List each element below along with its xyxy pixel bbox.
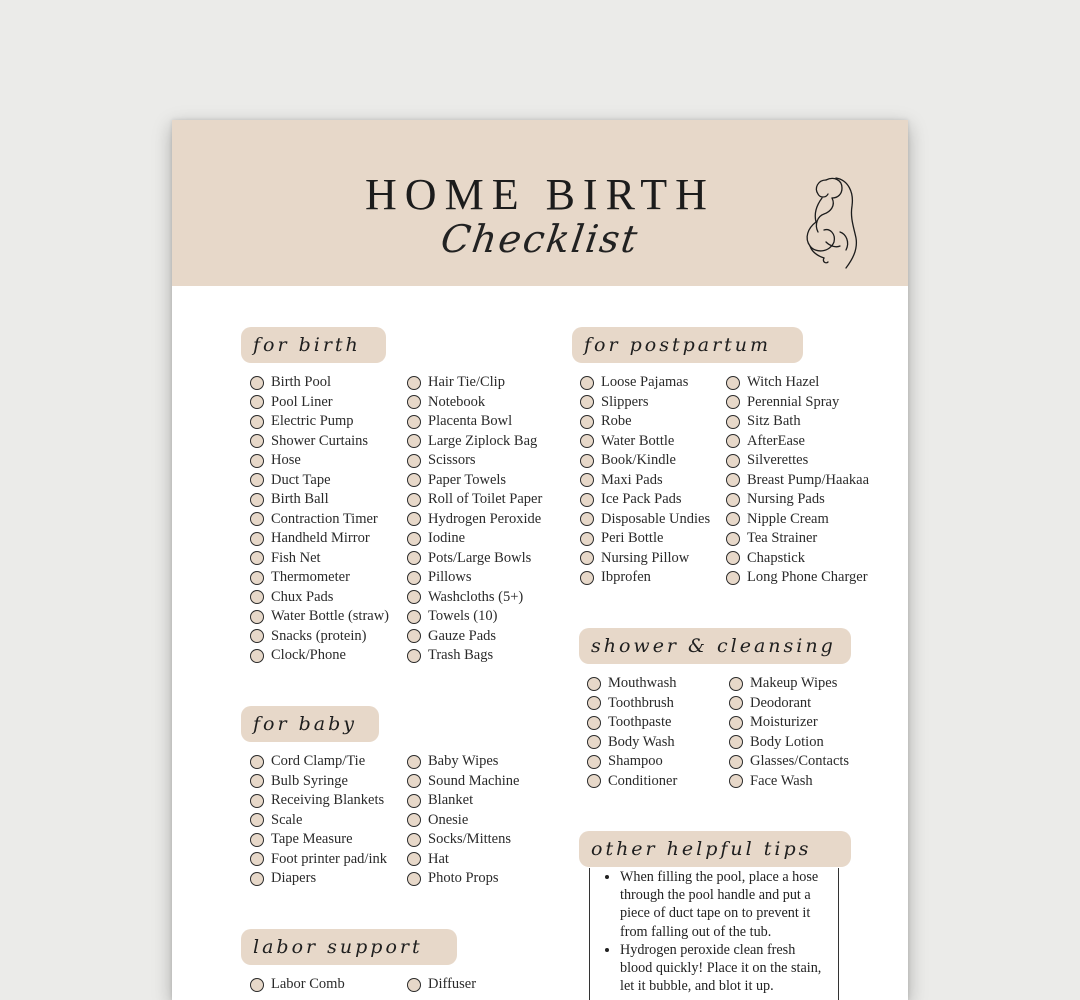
checkbox-circle[interactable] xyxy=(729,677,743,691)
checkbox-circle[interactable] xyxy=(726,473,740,487)
checklist-item-label: Diffuser xyxy=(428,976,477,992)
checklist-item-label: Chapstick xyxy=(747,549,805,566)
checkbox-circle[interactable] xyxy=(580,532,594,546)
checklist-item[interactable] xyxy=(407,510,542,530)
checkbox-circle[interactable] xyxy=(587,677,601,691)
checklist-item[interactable] xyxy=(726,549,869,569)
checkbox-circle[interactable] xyxy=(407,794,421,808)
pregnant-woman-line-art-icon xyxy=(796,172,868,272)
checklist-item[interactable] xyxy=(407,471,542,491)
checklist-item-label: Shampoo xyxy=(608,753,663,769)
checklist-item[interactable] xyxy=(407,646,542,666)
checklist-item[interactable] xyxy=(729,733,849,753)
checkbox-circle[interactable] xyxy=(250,512,264,526)
checklist-item-label: Breast Pump/Haakaa xyxy=(747,471,870,488)
section-heading-labor-support: labor support xyxy=(241,929,457,965)
checklist-item[interactable] xyxy=(407,627,542,647)
checkbox-circle[interactable] xyxy=(250,473,264,487)
checklist-item-label: Snacks (protein) xyxy=(271,627,367,644)
checklist-item-label: Moisturizer xyxy=(750,714,818,730)
checkbox-circle[interactable] xyxy=(250,571,264,585)
checklist-item[interactable] xyxy=(580,471,710,491)
checklist-item[interactable] xyxy=(407,549,542,569)
checkbox-circle[interactable] xyxy=(729,696,743,710)
checkbox-circle[interactable] xyxy=(250,813,264,827)
checklist-item[interactable] xyxy=(587,752,677,772)
checklist-item-label: Ibprofen xyxy=(601,569,651,585)
checklist-item[interactable] xyxy=(587,733,677,753)
checkbox-circle[interactable] xyxy=(250,872,264,886)
checklist-item-label: Sitz Bath xyxy=(747,413,801,429)
section-heading-shower-cleansing: shower & cleansing xyxy=(579,628,851,664)
checkbox-circle[interactable] xyxy=(587,716,601,730)
checkbox-circle[interactable] xyxy=(729,774,743,788)
checklist-item-label: Hose xyxy=(271,452,301,468)
checkbox-circle[interactable] xyxy=(580,512,594,526)
checklist-item[interactable] xyxy=(729,674,849,694)
checklist-item[interactable] xyxy=(580,490,710,510)
checklist-item-label: AfterEase xyxy=(747,432,805,449)
checklist-item[interactable] xyxy=(726,568,869,588)
checklist-item-label: Hydrogen Peroxide xyxy=(428,510,542,527)
checklist-item-label: Hair Tie/Clip xyxy=(428,374,505,390)
checklist-item-label: Roll of Toilet Paper xyxy=(428,491,543,507)
checklist-item[interactable] xyxy=(729,694,849,714)
checklist-item-label: Face Wash xyxy=(750,772,813,789)
checklist-item[interactable] xyxy=(407,490,542,510)
checklist-item[interactable] xyxy=(407,772,519,792)
checkbox-circle[interactable] xyxy=(407,590,421,604)
checklist-item-label: Iodine xyxy=(428,530,466,546)
checklist-item-label: Body Lotion xyxy=(750,733,824,750)
checklist-item[interactable] xyxy=(729,752,849,772)
checklist-item-label: Tape Measure xyxy=(271,831,353,847)
checklist-item[interactable] xyxy=(250,373,389,393)
checklist-item-label: Paper Towels xyxy=(428,471,507,488)
checklist-item-label: Deodorant xyxy=(750,694,812,711)
tip-item: • Hydrogen peroxide clean fresh blood quickly! Place it on the stain, let it bubble, and blot it up. xyxy=(620,941,838,996)
checkbox-circle[interactable] xyxy=(250,532,264,546)
checklist-item-label: Toothbrush xyxy=(608,694,674,711)
tip-item: • When filling the pool, place a hose through the pool handle and put a piece of duct tape on to prevent it from falling out of the tub. xyxy=(620,868,838,941)
checkbox-circle[interactable] xyxy=(580,434,594,448)
checklist-item[interactable] xyxy=(250,393,389,413)
checkbox-circle[interactable] xyxy=(407,774,421,788)
checklist-item-label: Glasses/Contacts xyxy=(750,753,850,769)
checkbox-circle[interactable] xyxy=(407,833,421,847)
checklist-item[interactable] xyxy=(250,510,389,530)
checklist-item[interactable] xyxy=(250,568,389,588)
checkbox-circle[interactable] xyxy=(726,571,740,585)
checklist-item-label: Birth Pool xyxy=(271,374,332,390)
checklist-item-label: Water Bottle xyxy=(601,432,675,449)
checkbox-circle[interactable] xyxy=(580,376,594,390)
checklist-item-label: Receiving Blankets xyxy=(271,792,385,808)
checkbox-circle[interactable] xyxy=(407,473,421,487)
checkbox-circle[interactable] xyxy=(407,629,421,643)
checklist-item-label: Bulb Syringe xyxy=(271,772,348,789)
checkbox-circle[interactable] xyxy=(587,735,601,749)
checkbox-circle[interactable] xyxy=(407,978,421,992)
checklist-item[interactable] xyxy=(407,830,519,850)
checkbox-circle[interactable] xyxy=(250,415,264,429)
checkbox-circle[interactable] xyxy=(726,532,740,546)
checklist-item-label: Book/Kindle xyxy=(601,452,676,468)
checklist-item[interactable] xyxy=(407,850,519,870)
checklist-item[interactable] xyxy=(587,694,677,714)
checklist-item-label: Trash Bags xyxy=(428,647,494,663)
checkbox-circle[interactable] xyxy=(250,774,264,788)
checkbox-circle[interactable] xyxy=(407,493,421,507)
checklist-item-label: Pool Liner xyxy=(271,393,333,410)
checklist-item[interactable] xyxy=(726,393,869,413)
checklist-item-label: Scale xyxy=(271,811,303,828)
checklist-item-label: Socks/Mittens xyxy=(428,831,511,847)
checklist-item-label: Washcloths (5+) xyxy=(428,588,524,605)
checklist-item-label: Diapers xyxy=(271,870,317,886)
checklist-item-label: Robe xyxy=(601,413,632,429)
page-title: HOME BIRTH xyxy=(365,170,715,219)
checklist-item-label: Clock/Phone xyxy=(271,647,346,663)
checkbox-circle[interactable] xyxy=(407,415,421,429)
checkbox-circle[interactable] xyxy=(726,512,740,526)
checklist-item-label: Loose Pajamas xyxy=(601,374,689,390)
checkbox-circle[interactable] xyxy=(250,493,264,507)
checkbox-circle[interactable] xyxy=(726,376,740,390)
checkbox-circle[interactable] xyxy=(726,395,740,409)
checklist-item-label: Birth Ball xyxy=(271,491,329,507)
checklist-item[interactable] xyxy=(407,412,542,432)
checklist-item[interactable] xyxy=(250,830,387,850)
baby-list-col1 xyxy=(250,752,387,889)
checklist-item[interactable] xyxy=(250,549,389,569)
checklist-item-label: Maxi Pads xyxy=(601,471,663,488)
checklist-item-label: Silverettes xyxy=(747,452,809,468)
checklist-item-label: Body Wash xyxy=(608,733,675,750)
checkbox-circle[interactable] xyxy=(407,512,421,526)
checkbox-circle[interactable] xyxy=(250,551,264,565)
checklist-item[interactable] xyxy=(407,393,542,413)
checklist-item-label: Slippers xyxy=(601,393,649,410)
checklist-item-label: Nipple Cream xyxy=(747,510,829,527)
checklist-item[interactable] xyxy=(580,568,710,588)
checklist-item[interactable] xyxy=(726,529,869,549)
page-subtitle: Checklist xyxy=(438,217,642,261)
postpartum-list-col1 xyxy=(580,373,710,588)
checklist-item[interactable] xyxy=(250,471,389,491)
checklist-item[interactable] xyxy=(250,412,389,432)
checkbox-circle[interactable] xyxy=(407,852,421,866)
checklist-item[interactable] xyxy=(250,791,387,811)
checklist-item[interactable] xyxy=(407,869,519,889)
checklist-item-label: Onesie xyxy=(428,811,469,828)
checkbox-circle[interactable] xyxy=(407,649,421,663)
checkbox-circle[interactable] xyxy=(587,755,601,769)
birth-list-col2 xyxy=(407,373,542,666)
checklist-item-label: Baby Wipes xyxy=(428,753,499,769)
checklist-item-label: Pillows xyxy=(428,569,472,585)
checklist-item[interactable] xyxy=(250,646,389,666)
checklist-item-label: Perennial Spray xyxy=(747,393,840,410)
checkbox-circle[interactable] xyxy=(250,395,264,409)
checklist-item[interactable] xyxy=(587,674,677,694)
checklist-item[interactable] xyxy=(407,568,542,588)
section-heading-for-postpartum: for postpartum xyxy=(572,327,803,363)
checklist-item[interactable] xyxy=(726,490,869,510)
checklist-item[interactable] xyxy=(250,772,387,792)
checkbox-circle[interactable] xyxy=(726,454,740,468)
checkbox-circle[interactable] xyxy=(726,493,740,507)
checklist-item[interactable] xyxy=(250,850,387,870)
checklist-item-label: Sound Machine xyxy=(428,772,520,789)
checklist-item[interactable] xyxy=(407,373,542,393)
checklist-item[interactable] xyxy=(407,432,542,452)
checklist-item[interactable] xyxy=(250,752,387,772)
checkbox-circle[interactable] xyxy=(407,551,421,565)
checklist-item[interactable] xyxy=(250,529,389,549)
checklist-item-label: Placenta Bowl xyxy=(428,413,513,429)
checklist-item-label: Mouthwash xyxy=(608,675,677,691)
checklist-item-label: Shower Curtains xyxy=(271,432,369,449)
checklist-item[interactable] xyxy=(580,529,710,549)
checkbox-circle[interactable] xyxy=(250,610,264,624)
labor-list-col2 xyxy=(407,975,476,995)
checklist-item-label: Long Phone Charger xyxy=(747,569,868,585)
checklist-item[interactable] xyxy=(726,432,869,452)
checkbox-circle[interactable] xyxy=(580,473,594,487)
checklist-item[interactable] xyxy=(726,471,869,491)
checklist-item[interactable] xyxy=(580,451,710,471)
checklist-item[interactable] xyxy=(250,490,389,510)
checklist-item-label: Tea Strainer xyxy=(747,530,818,546)
shower-list-col2 xyxy=(729,674,849,791)
checklist-item[interactable] xyxy=(726,510,869,530)
checklist-item-label: Duct Tape xyxy=(271,471,331,488)
checkbox-circle[interactable] xyxy=(250,978,264,992)
checkbox-circle[interactable] xyxy=(250,590,264,604)
checkbox-circle[interactable] xyxy=(407,813,421,827)
checkbox-circle[interactable] xyxy=(407,395,421,409)
checkbox-circle[interactable] xyxy=(407,532,421,546)
checklist-item-label: Contraction Timer xyxy=(271,510,378,527)
checkbox-circle[interactable] xyxy=(250,649,264,663)
shower-list-col1 xyxy=(587,674,677,791)
checkbox-circle[interactable] xyxy=(726,415,740,429)
checklist-item-label: Gauze Pads xyxy=(428,627,497,644)
checklist-item-label: Toothpaste xyxy=(608,714,672,730)
checklist-item[interactable] xyxy=(726,451,869,471)
checklist-item-label: Scissors xyxy=(428,452,476,468)
checklist-item[interactable] xyxy=(407,607,542,627)
checkbox-circle[interactable] xyxy=(729,716,743,730)
checklist-item[interactable] xyxy=(250,811,387,831)
checklist-item-label: Fish Net xyxy=(271,549,321,566)
checklist-item[interactable] xyxy=(580,373,710,393)
checklist-item-label: Blanket xyxy=(428,792,474,808)
checklist-item[interactable] xyxy=(580,412,710,432)
section-heading-for-birth: for birth xyxy=(241,327,386,363)
checkbox-circle[interactable] xyxy=(580,395,594,409)
checkbox-circle[interactable] xyxy=(726,434,740,448)
checklist-item-label: Conditioner xyxy=(608,772,678,789)
checklist-item[interactable] xyxy=(250,588,389,608)
checkbox-circle[interactable] xyxy=(580,454,594,468)
checklist-item-label: Hat xyxy=(428,850,449,867)
checkbox-circle[interactable] xyxy=(726,551,740,565)
checkbox-circle[interactable] xyxy=(587,696,601,710)
checklist-item[interactable] xyxy=(580,393,710,413)
checklist-item[interactable] xyxy=(407,451,542,471)
header-banner xyxy=(172,120,908,286)
checklist-item-label: Witch Hazel xyxy=(747,374,820,390)
checklist-page xyxy=(172,120,908,1000)
checkbox-circle[interactable] xyxy=(407,434,421,448)
checklist-item-label: Labor Comb xyxy=(271,976,345,992)
checklist-item-label: Chux Pads xyxy=(271,588,334,605)
tips-list xyxy=(590,868,838,995)
checkbox-circle[interactable] xyxy=(729,735,743,749)
checklist-item-label: Nursing Pads xyxy=(747,491,825,507)
checklist-item[interactable] xyxy=(407,975,476,995)
baby-list-col2 xyxy=(407,752,519,889)
checklist-item-label: Towels (10) xyxy=(428,608,498,624)
checklist-item-label: Water Bottle (straw) xyxy=(271,608,390,624)
checklist-item[interactable] xyxy=(726,412,869,432)
checkbox-circle[interactable] xyxy=(407,376,421,390)
checkbox-circle[interactable] xyxy=(407,755,421,769)
checkbox-circle[interactable] xyxy=(407,872,421,886)
checklist-item[interactable] xyxy=(407,752,519,772)
checklist-item[interactable] xyxy=(250,869,387,889)
checklist-item-label: Nursing Pillow xyxy=(601,549,690,566)
checklist-item[interactable] xyxy=(580,432,710,452)
birth-list-col1 xyxy=(250,373,389,666)
checklist-item-label: Peri Bottle xyxy=(601,530,664,546)
section-heading-other-helpful-tips: other helpful tips xyxy=(579,831,851,867)
checklist-item-label: Ice Pack Pads xyxy=(601,491,682,507)
checkbox-circle[interactable] xyxy=(250,454,264,468)
checklist-item[interactable] xyxy=(580,510,710,530)
checklist-item[interactable] xyxy=(726,373,869,393)
checkbox-circle[interactable] xyxy=(250,852,264,866)
checkbox-circle[interactable] xyxy=(250,629,264,643)
checkbox-circle[interactable] xyxy=(407,610,421,624)
checklist-item[interactable] xyxy=(407,791,519,811)
checklist-item-label: Electric Pump xyxy=(271,413,354,429)
checklist-item-label: Large Ziplock Bag xyxy=(428,432,538,449)
checkbox-circle[interactable] xyxy=(729,755,743,769)
checklist-item[interactable] xyxy=(729,713,849,733)
checklist-item[interactable] xyxy=(587,772,677,792)
checklist-item[interactable] xyxy=(407,588,542,608)
checklist-item-label: Photo Props xyxy=(428,870,499,886)
checklist-item-label: Disposable Undies xyxy=(601,510,711,527)
checklist-item-label: Foot printer pad/ink xyxy=(271,850,387,867)
checklist-item[interactable] xyxy=(587,713,677,733)
tips-box xyxy=(589,868,839,1000)
checklist-item[interactable] xyxy=(250,432,389,452)
checklist-item[interactable] xyxy=(580,549,710,569)
checkbox-circle[interactable] xyxy=(407,571,421,585)
checklist-item[interactable] xyxy=(250,975,345,995)
checkbox-circle[interactable] xyxy=(407,454,421,468)
postpartum-list-col2 xyxy=(726,373,869,588)
labor-list-col1 xyxy=(250,975,345,995)
checkbox-circle[interactable] xyxy=(250,434,264,448)
checkbox-circle[interactable] xyxy=(580,571,594,585)
checklist-item[interactable] xyxy=(407,811,519,831)
checkbox-circle[interactable] xyxy=(250,376,264,390)
checklist-item[interactable] xyxy=(729,772,849,792)
checkbox-circle[interactable] xyxy=(580,551,594,565)
checkbox-circle[interactable] xyxy=(580,415,594,429)
checklist-item[interactable] xyxy=(250,607,389,627)
checklist-item-label: Makeup Wipes xyxy=(750,675,838,691)
checklist-item-label: Thermometer xyxy=(271,569,350,585)
checklist-item-label: Pots/Large Bowls xyxy=(428,549,532,566)
checklist-item-label: Handheld Mirror xyxy=(271,530,370,546)
checkbox-circle[interactable] xyxy=(250,794,264,808)
section-heading-for-baby: for baby xyxy=(241,706,379,742)
checklist-item[interactable] xyxy=(407,529,542,549)
checkbox-circle[interactable] xyxy=(250,755,264,769)
checkbox-circle[interactable] xyxy=(580,493,594,507)
checklist-item[interactable] xyxy=(250,627,389,647)
checkbox-circle[interactable] xyxy=(587,774,601,788)
checklist-item-label: Cord Clamp/Tie xyxy=(271,753,366,769)
checklist-item[interactable] xyxy=(250,451,389,471)
checklist-item-label: Notebook xyxy=(428,393,486,410)
checkbox-circle[interactable] xyxy=(250,833,264,847)
